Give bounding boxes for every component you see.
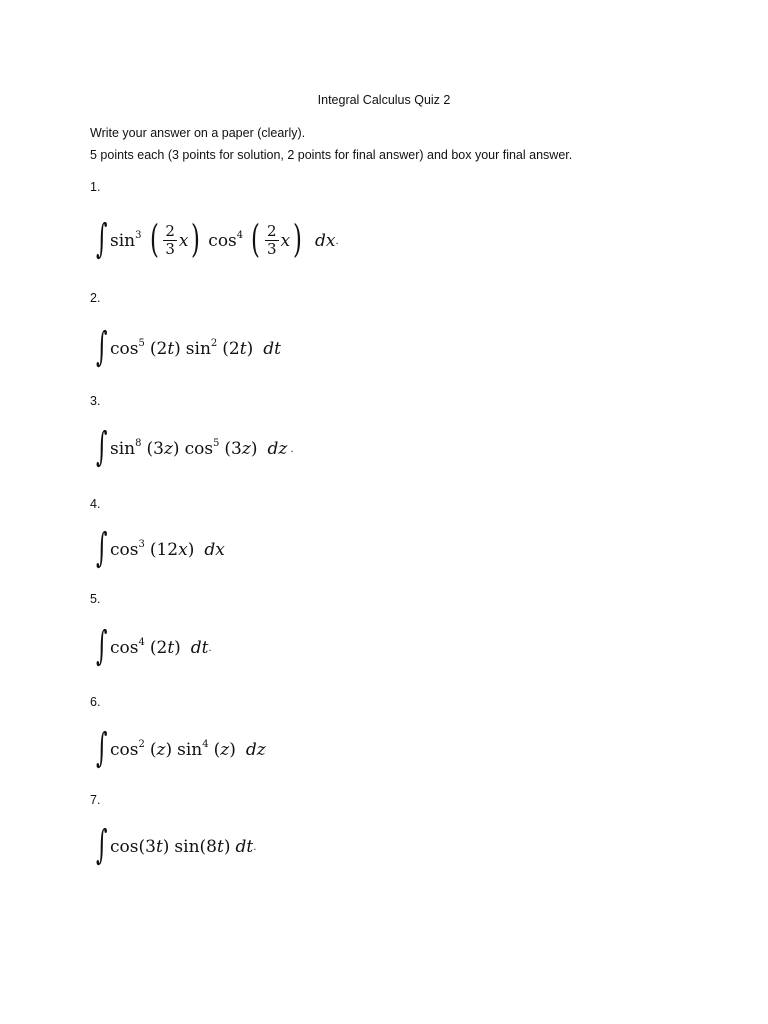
instruction-line-1: Write your answer on a paper (clearly). [90,126,306,140]
question-number-1: 1. [90,180,101,194]
question-number-6: 6. [90,695,101,709]
page-title: Integral Calculus Quiz 2 [317,93,451,107]
question-number-7: 7. [90,793,101,807]
question-number-5: 5. [90,592,101,606]
question-number-2: 2. [90,291,101,305]
question-number-3: 3. [90,394,101,408]
question-5-integral: ∫ $\cos^4$ (2 t ) dt . [96,623,212,669]
question-2-integral: ∫ $\cos^5$ (2 t ) $\sin^2$ (2 t ) dt [96,324,281,370]
instruction-line-2: 5 points each (3 points for solution, 2 points for final answer) and box your final answer. [90,148,573,162]
question-7-integral: ∫ cos(3 t ) sin(8 t ) dt . [96,822,257,868]
question-4-integral: ∫ $\cos^3$ (12 x ) dx [96,525,225,571]
question-6-integral: ∫ $\cos^2$ ( z ) $\sin^4$ ( z ) dz [96,725,266,771]
question-number-4: 4. [90,497,101,511]
question-1-integral: ∫ $\sin^3$ ( $\frac{2}{3}$ x ) $\cos^4$ ( $\frac{2}{3}$ x ) dx . [96,216,339,262]
question-3-integral: ∫ $\sin^8$ (3 z ) $\cos^5$ (3 z ) dz . [96,424,294,470]
